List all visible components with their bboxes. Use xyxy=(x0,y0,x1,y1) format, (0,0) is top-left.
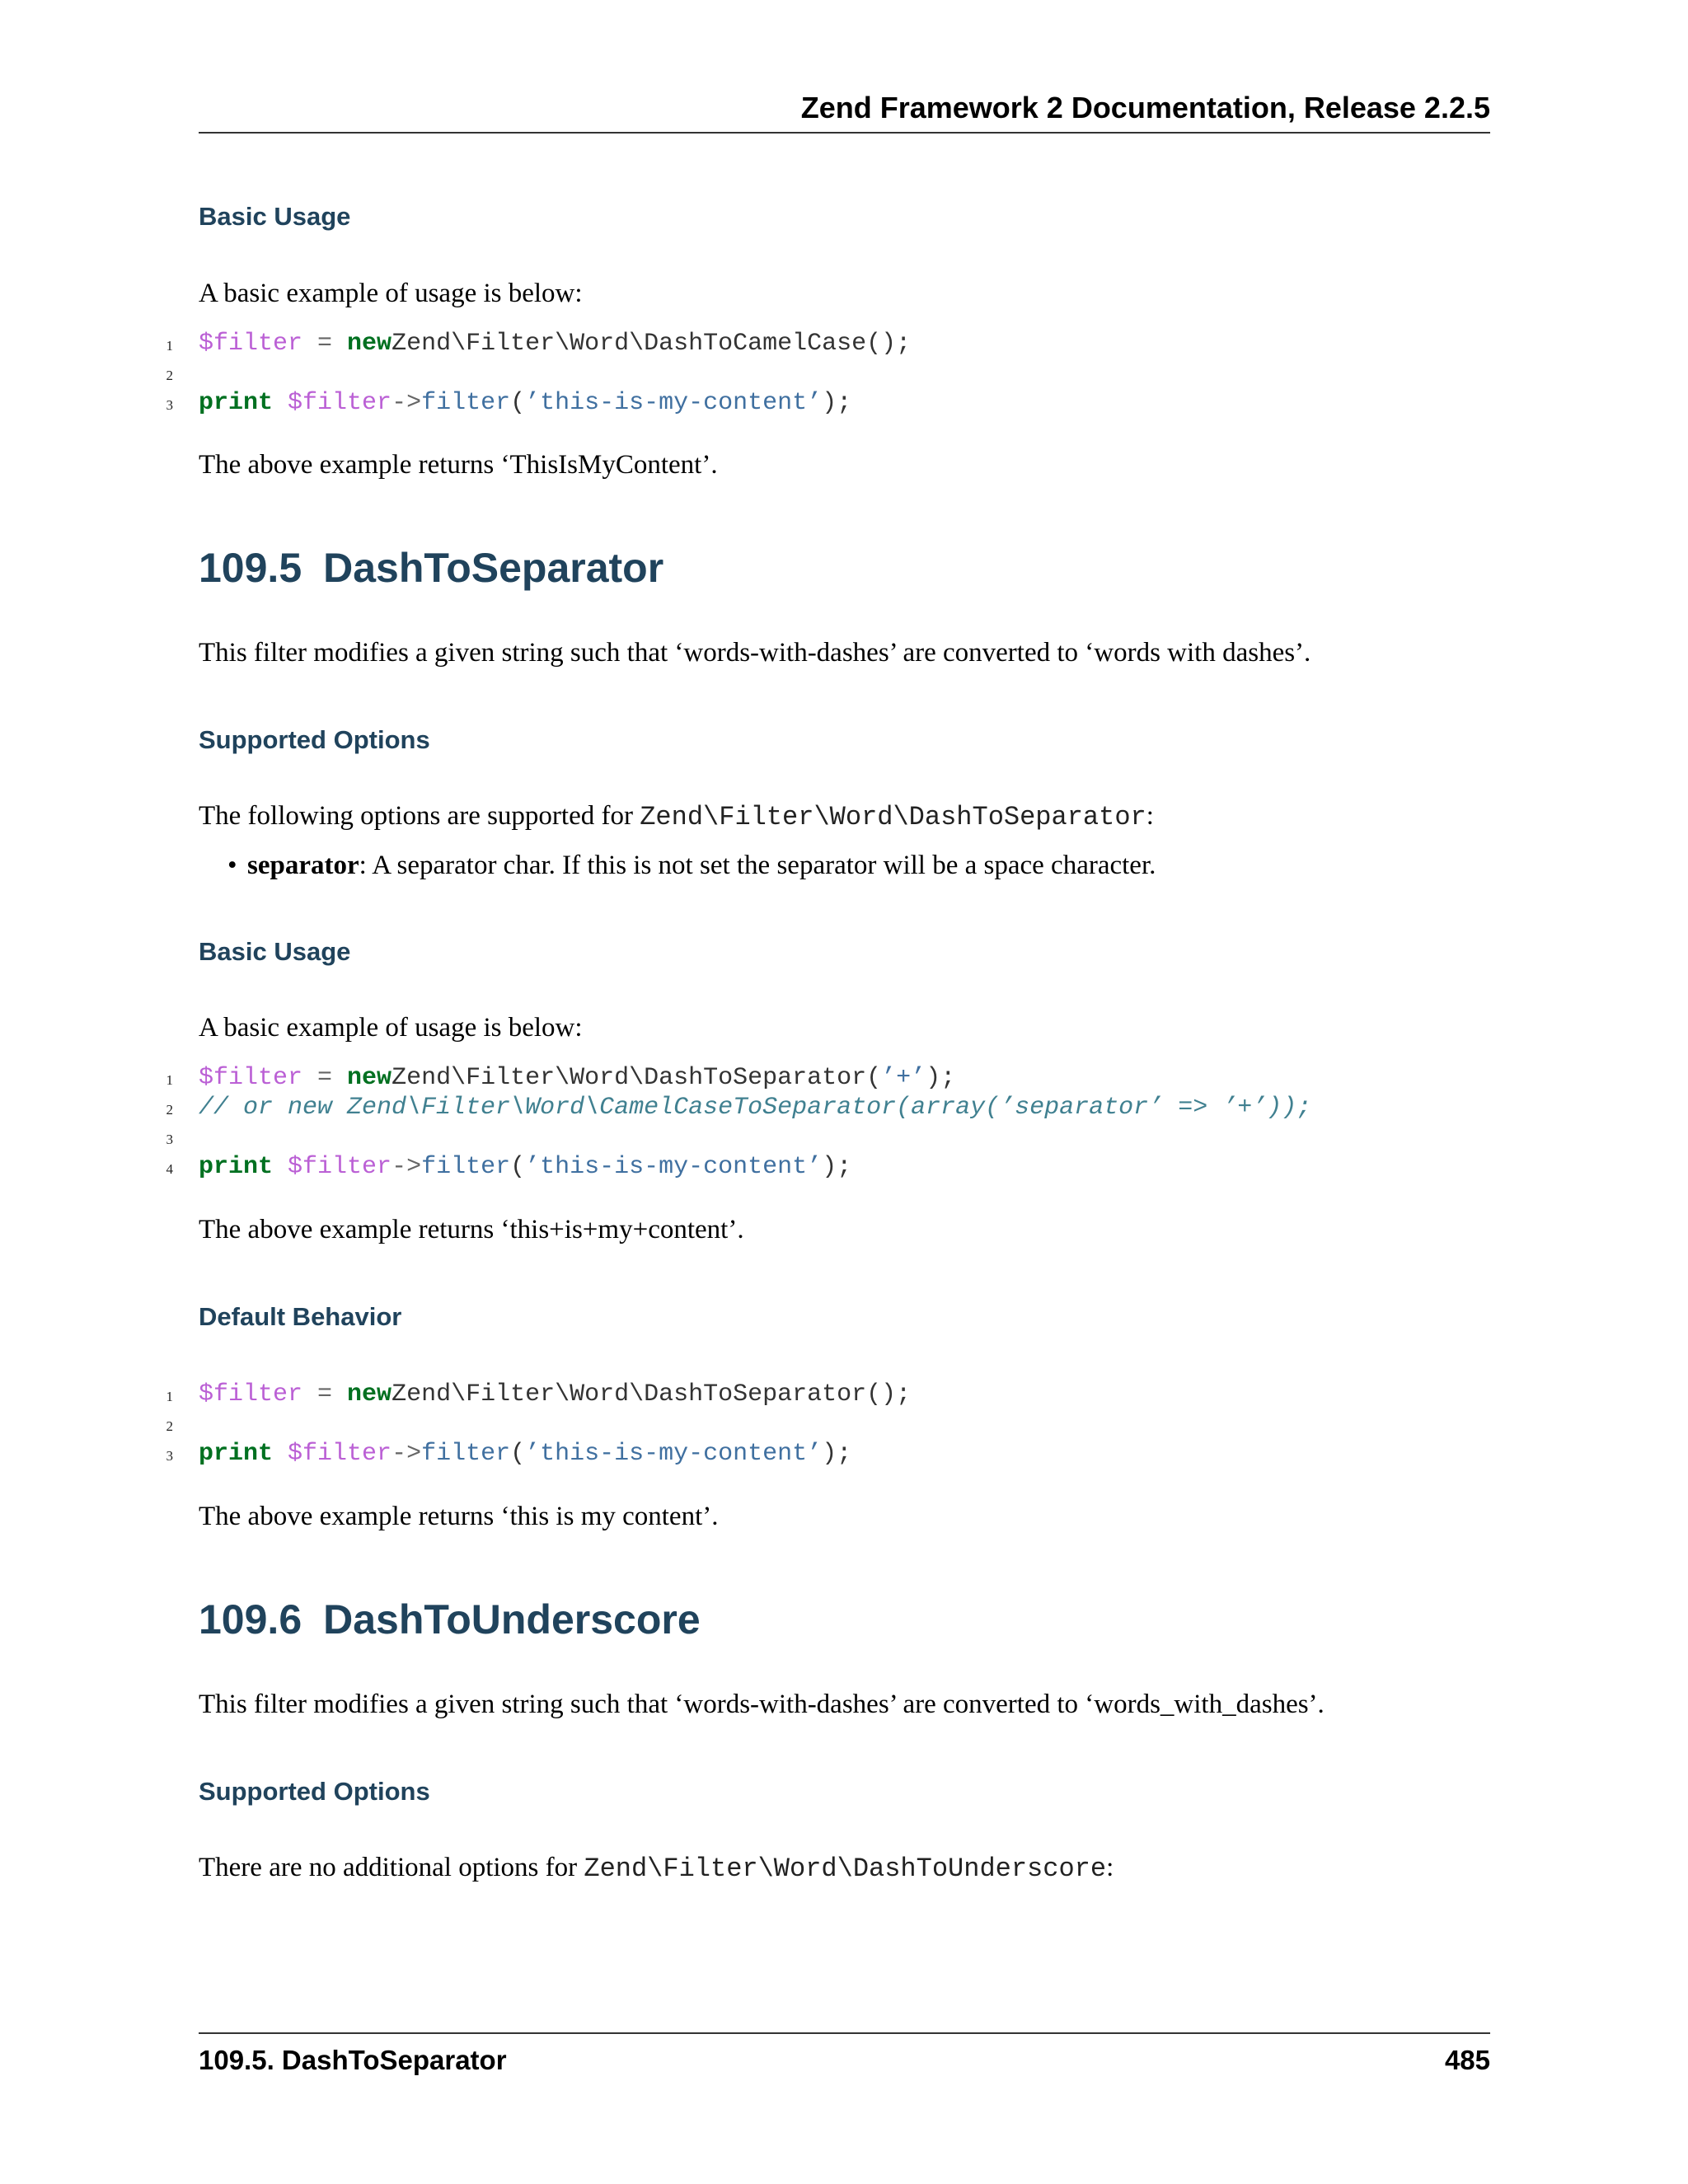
line-number: 3 xyxy=(166,397,173,413)
bullet-icon: • xyxy=(227,851,237,880)
basic-usage-intro: A basic example of usage is below: xyxy=(199,1013,583,1043)
page-footer xyxy=(199,2032,1490,2083)
line-number: 4 xyxy=(166,1161,173,1177)
line-number: 2 xyxy=(166,368,173,383)
line-number: 3 xyxy=(166,1448,173,1464)
example-result: The above example returns ‘ThisIsMyContent’. xyxy=(199,450,718,480)
options-intro xyxy=(199,1853,1114,1884)
class-name: Zend\Filter\Word\DashToSeparator xyxy=(640,802,1146,832)
example-result: The above example returns ‘this is my content’. xyxy=(199,1502,719,1531)
line-number: 2 xyxy=(166,1102,173,1118)
line-number: 2 xyxy=(166,1418,173,1434)
class-name: Zend\Filter\Word\DashToUnderscore xyxy=(584,1854,1107,1884)
page-header xyxy=(199,91,1490,134)
line-number: 3 xyxy=(166,1132,173,1147)
section-description: This filter modifies a given string such that ‘words-with-dashes’ are converted to ‘words_with_dashes’. xyxy=(199,1690,1325,1719)
line-number: 1 xyxy=(166,1389,173,1404)
options-intro-text: There are no additional options for xyxy=(199,1853,584,1882)
option-description: : A separator char. If this is not set the separator will be a space character. xyxy=(359,851,1156,880)
basic-usage-intro: A basic example of usage is below: xyxy=(199,279,583,308)
example-result: The above example returns ‘this+is+my+content’. xyxy=(199,1215,744,1244)
code-text: print $filter->filter(’this-is-my-content’); xyxy=(199,1440,852,1468)
default-behavior-heading: Default Behavior xyxy=(199,1302,402,1331)
supported-options-heading: Supported Options xyxy=(199,725,430,754)
document-title: Zend Framework 2 Documentation, Release 2.2.5 xyxy=(800,91,1490,124)
code-text: // or new Zend\Filter\Word\CamelCaseToSeparator(array(’separator’ => ’+’)); xyxy=(199,1094,1312,1122)
line-number: 1 xyxy=(166,1072,173,1088)
section-heading-dashtounderscore xyxy=(199,1596,701,1643)
section-title: DashToUnderscore xyxy=(323,1596,701,1643)
section-heading-dashtoseparator xyxy=(199,544,663,592)
supported-options-heading: Supported Options xyxy=(199,1777,430,1806)
line-number: 1 xyxy=(166,338,173,354)
code-text: $filter = newZend\Filter\Word\DashToSeparator(’+’); xyxy=(199,1064,956,1092)
section-number: 109.5 xyxy=(199,545,302,591)
basic-usage-heading: Basic Usage xyxy=(199,937,351,966)
section-number: 109.6 xyxy=(199,1596,302,1643)
code-text: print $filter->filter(’this-is-my-content’); xyxy=(199,389,852,417)
footer-section: 109.5. DashToSeparator xyxy=(199,2045,507,2075)
code-text: $filter = newZend\Filter\Word\DashToCamelCase(); xyxy=(199,330,912,358)
colon: : xyxy=(1146,801,1154,831)
page-number: 485 xyxy=(1444,2045,1490,2075)
option-list-item xyxy=(227,851,1156,881)
code-text: print $filter->filter(’this-is-my-content’); xyxy=(199,1153,852,1181)
colon: : xyxy=(1106,1853,1114,1882)
option-name: separator xyxy=(247,851,359,880)
options-intro xyxy=(199,801,1154,832)
basic-usage-heading: Basic Usage xyxy=(199,202,351,231)
options-intro-text: The following options are supported for xyxy=(199,801,640,831)
section-description: This filter modifies a given string such that ‘words-with-dashes’ are converted to ‘words with dashes’. xyxy=(199,638,1311,668)
code-text: $filter = newZend\Filter\Word\DashToSeparator(); xyxy=(199,1380,912,1408)
section-title: DashToSeparator xyxy=(323,545,664,591)
